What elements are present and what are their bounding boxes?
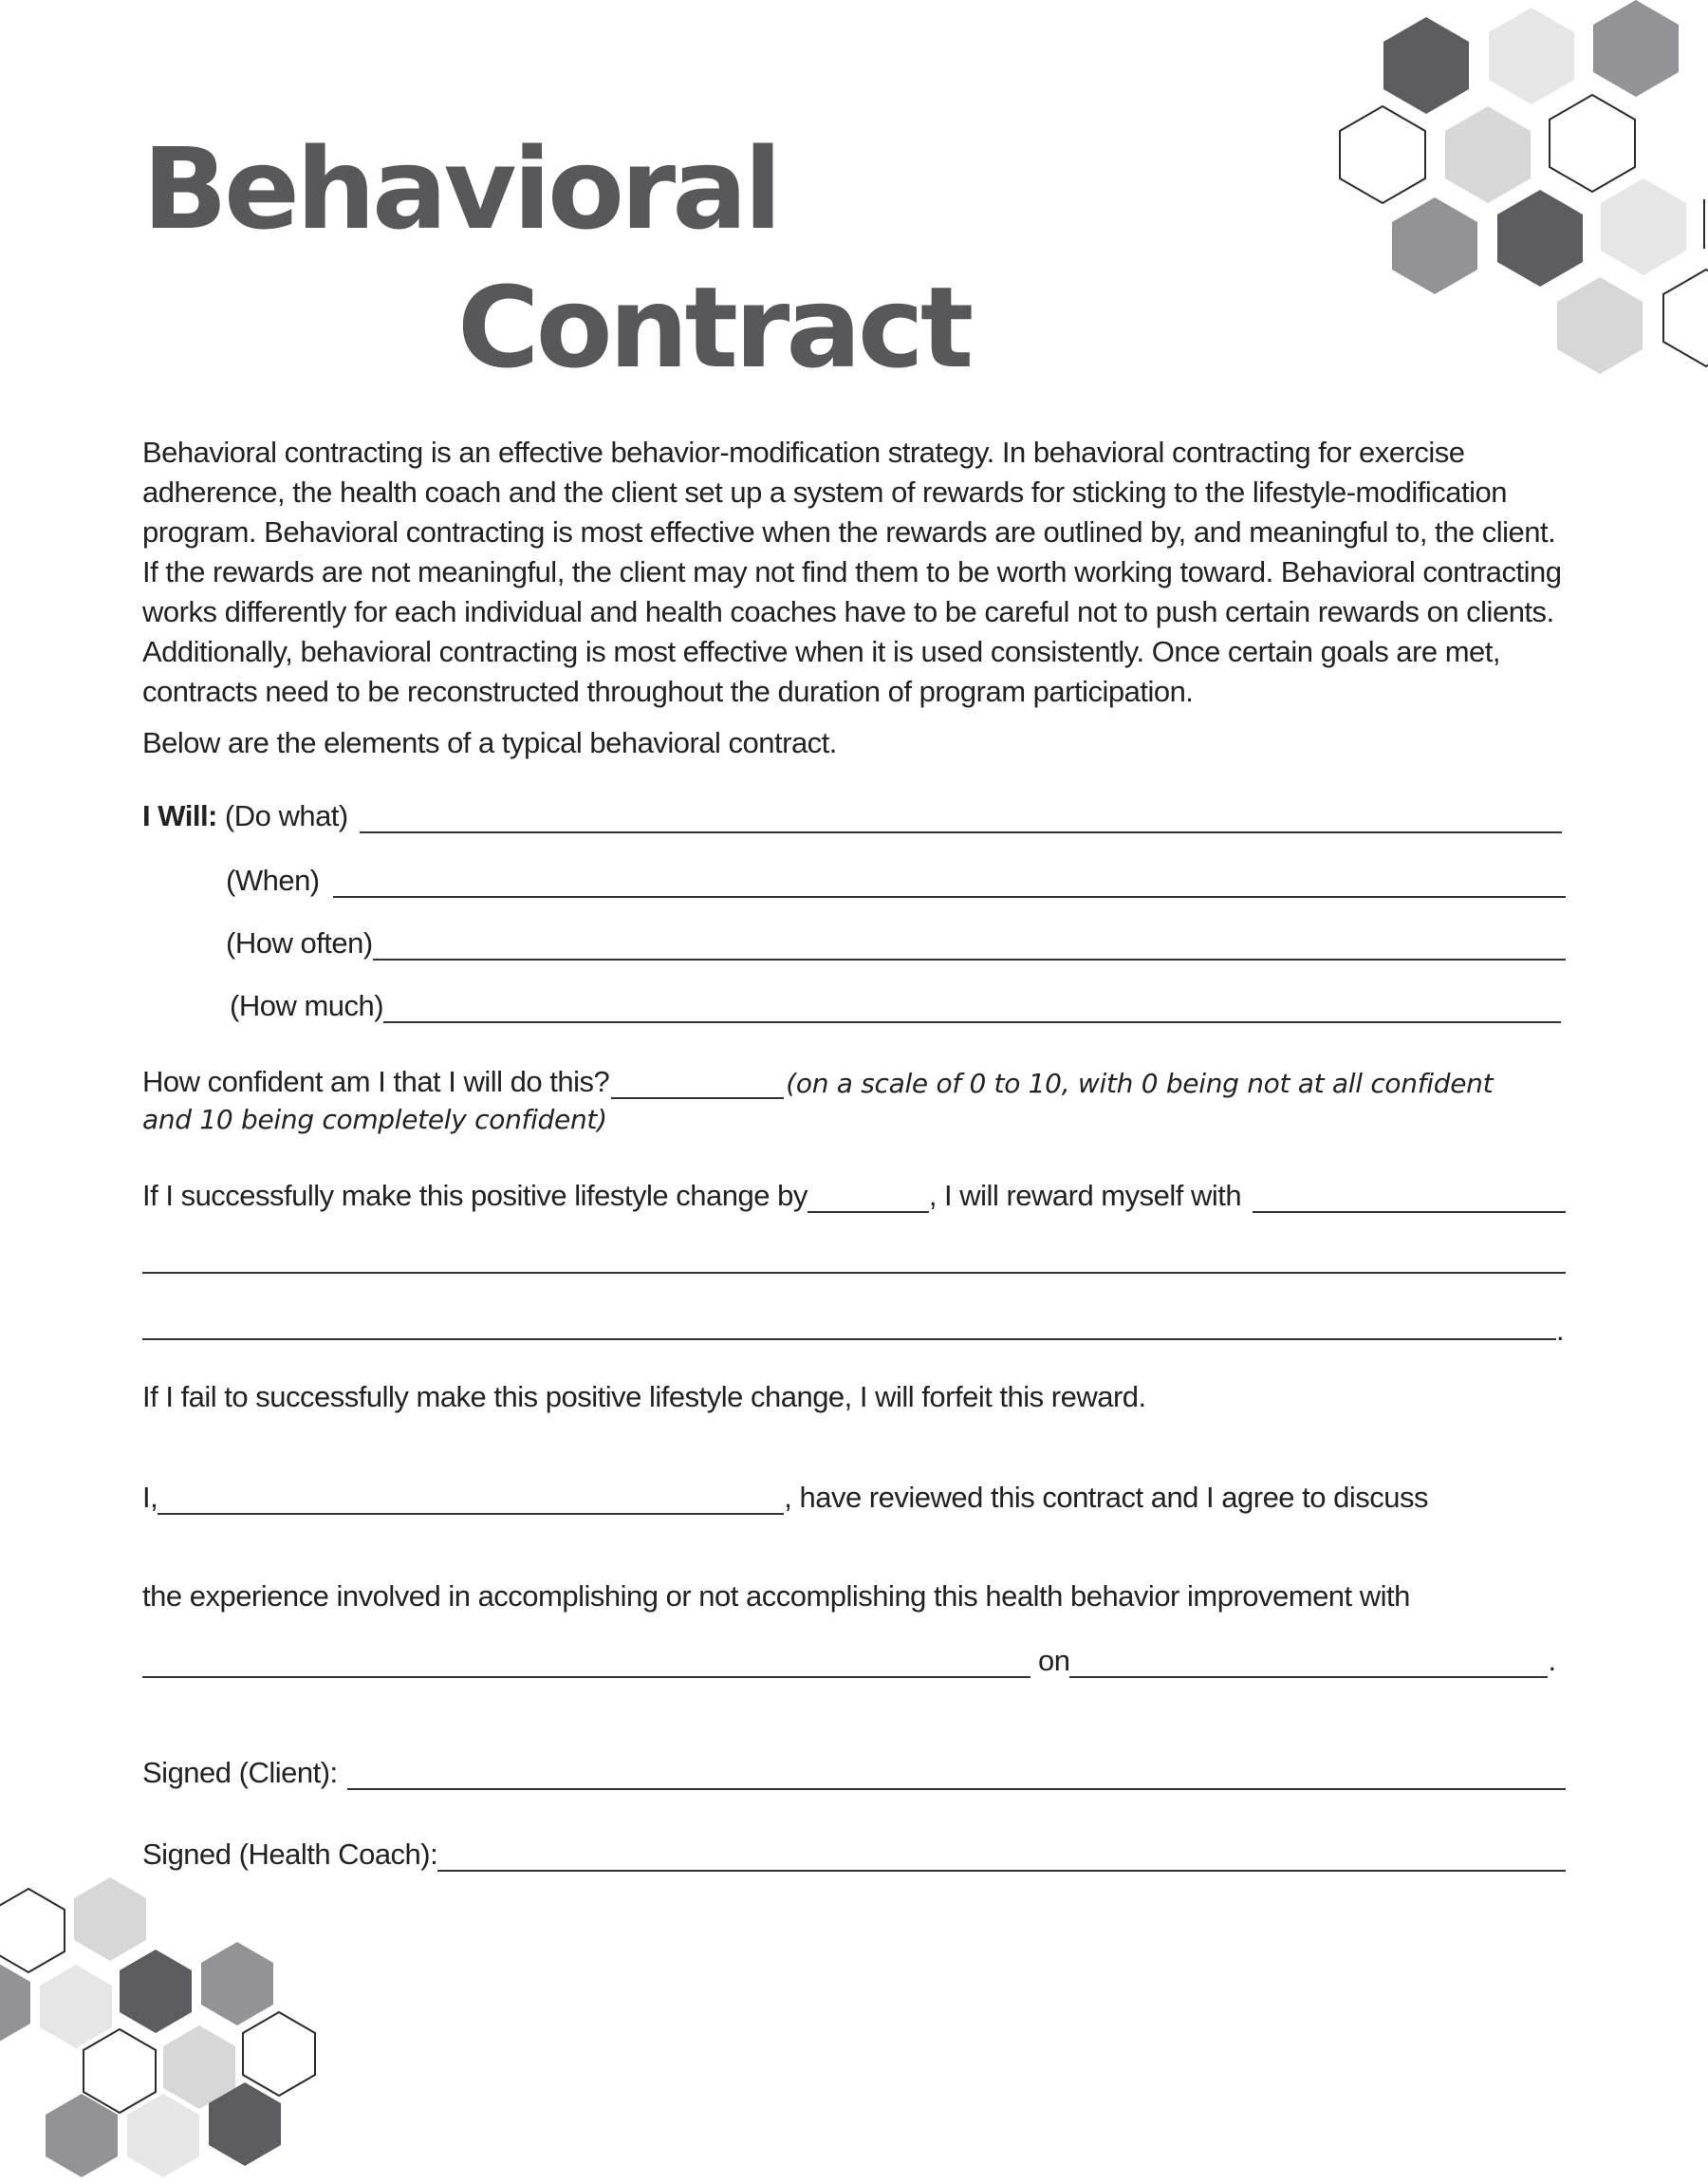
coach-signature-label: Signed (Health Coach):	[142, 1838, 438, 1871]
coach-signature-field[interactable]	[437, 1841, 1566, 1872]
discuss-with-row	[142, 1644, 1566, 1678]
discuss-date-field[interactable]	[1069, 1648, 1548, 1678]
reward-continuation-line-2[interactable]	[142, 1338, 1556, 1340]
how-often-label: (How often)	[226, 926, 373, 960]
hexagon-shape	[201, 1942, 273, 2025]
discuss-with-field[interactable]	[142, 1648, 1030, 1678]
hexagon-shape	[0, 1889, 65, 1972]
client-signature-row	[142, 1756, 1566, 1790]
how-much-field[interactable]	[383, 993, 1561, 1023]
how-much-row	[230, 989, 1561, 1023]
when-label: (When)	[226, 864, 320, 897]
hexagon-shape	[1489, 8, 1574, 104]
hexagon-shape	[1557, 277, 1643, 374]
hexagon-shape	[0, 1961, 30, 2044]
hexagon-shape	[1392, 197, 1477, 294]
client-signature-field[interactable]	[347, 1760, 1566, 1790]
hexagon-shape	[1601, 178, 1686, 275]
hexagon-pattern-top-right	[1309, 0, 1708, 399]
experience-text: the experience involved in accomplishing or not accomplishing this health behavior improvement with	[142, 1579, 1410, 1613]
on-label: on	[1038, 1644, 1070, 1677]
hexagon-shape	[1593, 0, 1679, 97]
hexagon-shape	[1383, 17, 1469, 114]
hexagon-shape	[120, 1950, 192, 2033]
hexagon-shape	[74, 1877, 146, 1961]
reward-text-start: If I successfully make this positive lifestyle change by	[142, 1179, 808, 1212]
reward-end-period: .	[1556, 1314, 1565, 1347]
hexagon-shape	[40, 1965, 112, 2048]
intro-section	[142, 433, 1566, 763]
client-signature-label: Signed (Client):	[142, 1756, 338, 1789]
agreement-end-period: .	[1548, 1644, 1556, 1677]
hexagon-shape	[127, 2094, 199, 2177]
confidence-scale-note: (on a scale of 0 to 10, with 0 being not at all confident	[786, 1068, 1494, 1099]
do-what-field[interactable]	[360, 803, 1562, 833]
reward-row	[142, 1179, 1566, 1213]
reward-text-end: , I will reward myself with	[928, 1179, 1242, 1212]
experience-row	[142, 1579, 1410, 1614]
hexagon-shape	[1497, 190, 1583, 287]
do-what-label: (Do what)	[224, 799, 348, 832]
confidence-row	[142, 1065, 1566, 1099]
how-often-row	[226, 926, 1566, 961]
forfeit-row	[142, 1380, 1146, 1414]
title-line-1: Behavioral	[142, 123, 779, 254]
agreement-i: I,	[142, 1481, 158, 1514]
hexagon-shape	[1340, 106, 1425, 203]
agreement-reviewed-text: , have reviewed this contract and I agree to discuss	[784, 1481, 1428, 1514]
when-field[interactable]	[333, 868, 1566, 898]
forfeit-text: If I fail to successfully make this positive lifestyle change, I will forfeit this reward.	[142, 1380, 1146, 1413]
confidence-field[interactable]	[611, 1069, 784, 1099]
reward-date-field[interactable]	[808, 1183, 929, 1213]
hexagon-shape	[1663, 270, 1708, 366]
hexagon-shape	[243, 2012, 315, 2096]
hexagon-shape	[84, 2029, 156, 2113]
when-row	[226, 864, 1566, 898]
i-will-label: I Will:	[142, 799, 217, 832]
reward-field[interactable]	[1253, 1183, 1566, 1213]
intro-paragraph: Behavioral contracting is an effective behavior-modification strategy. In behavioral contracting for exercise adherence, the health coach and the client set up a system of rewards for sticking to the lifestyle-modification program. Behavioral contracting is most effective when the rewards are outlined by, and meaningful to, the client. If the rewards are not meaningful, the client may not find them to be worth working toward. Behavioral contracting works differently for each individual and health coaches have to be careful not to push certain rewards on clients. Additionally, behavioral contracting is most effective when it is used consistently. Once certain goals are met, contracts need to be reconstructed throughout the duration of program participation.	[142, 436, 1562, 708]
title-line-2: Contract	[457, 262, 971, 393]
hexagon-shape	[1550, 95, 1635, 192]
coach-signature-row	[142, 1838, 1566, 1872]
how-much-label: (How much)	[230, 989, 384, 1022]
how-often-field[interactable]	[373, 930, 1566, 961]
confidence-question: How confident am I that I will do this?	[142, 1065, 610, 1098]
agreement-row	[142, 1481, 1471, 1515]
confidence-scale-note-continued: and 10 being completely confident)	[142, 1104, 607, 1135]
hexagon-shape	[1445, 106, 1531, 203]
hexagon-pattern-bottom-left	[0, 1870, 342, 2183]
intro-elements-note: Below are the elements of a typical behavioral contract.	[142, 726, 837, 759]
name-field[interactable]	[158, 1484, 784, 1515]
do-what-row	[142, 799, 1562, 833]
reward-continuation-line-1[interactable]	[142, 1272, 1566, 1274]
